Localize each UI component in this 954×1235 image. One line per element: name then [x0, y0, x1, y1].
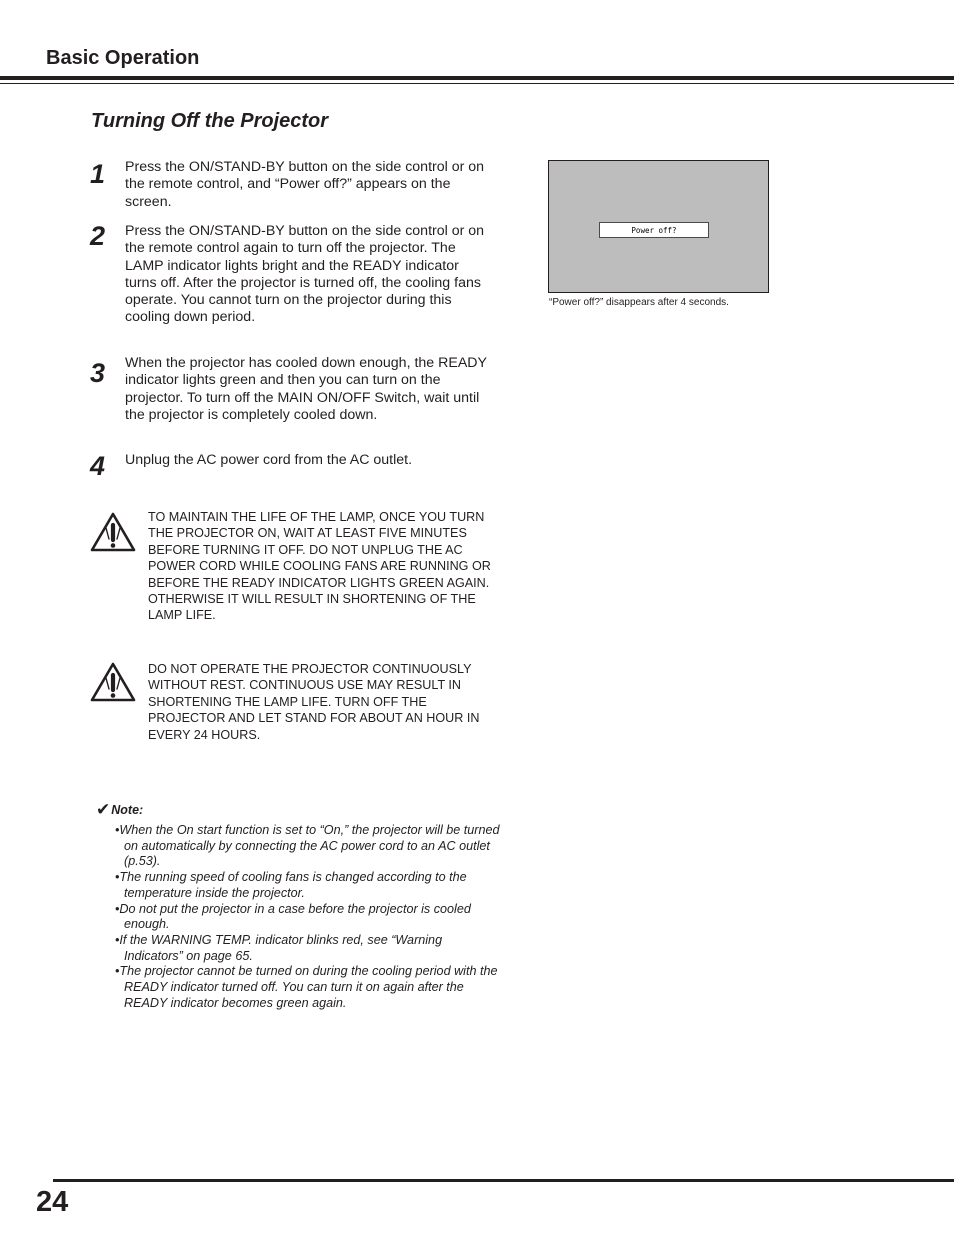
section-header: Basic Operation	[46, 47, 200, 69]
note-label: Note:	[111, 803, 144, 817]
note-item: •When the On start function is set to “On,” the projector will be turned on automatically by connecting the AC power cord to an AC outlet (p.53).	[115, 823, 500, 869]
page-number: 24	[36, 1186, 69, 1218]
step-text-4: Unplug the AC power cord from the AC outlet.	[125, 452, 413, 468]
note-item: •Do not put the projector in a case before the projector is cooled enough.	[115, 901, 471, 932]
header-rule-thin	[0, 83, 954, 84]
step-number-1: 1	[90, 159, 106, 189]
page-title: Turning Off the Projector	[91, 110, 329, 132]
warning-icon	[90, 661, 136, 703]
note-item: •The projector cannot be turned on during the cooling period with the READY indicator turned off. You can turn it on again after the READY indicator becomes green again.	[115, 964, 498, 1010]
step-text-2: Press the ON/STAND-BY button on the side control or on the remote control again to turn off the projector. The LAMP indicator lights bright and the READY indicator turns off. After the projector is turned off, the cooling fans operate. You cannot turn on the projector during this cooling down period.	[125, 223, 485, 326]
step-number-2: 2	[90, 221, 106, 251]
footer-rule	[53, 1179, 954, 1182]
step-number-3: 3	[90, 358, 106, 388]
warning-icon	[90, 511, 136, 553]
screen-caption: “Power off?” disappears after 4 seconds.	[549, 297, 729, 308]
note-list	[115, 823, 500, 1011]
step-number-4: 4	[90, 451, 106, 481]
note-header	[96, 800, 143, 820]
warning-text-lamp-life: TO MAINTAIN THE LIFE OF THE LAMP, ONCE YOU TURN THE PROJECTOR ON, WAIT AT LEAST FIVE MINUTES BEFORE TURNING IT OFF. DO NOT UNPLUG THE AC POWER CORD WHILE COOLING FANS ARE RUNNING OR BEFORE THE READY INDICATOR LIGHTS GREEN AGAIN. OTHERWISE IT WILL RESULT IN SHORTENING OF THE LAMP LIFE.	[148, 510, 491, 623]
note-item: •The running speed of cooling fans is changed according to the temperature inside the projector.	[115, 870, 467, 900]
warning-text-continuous-use: DO NOT OPERATE THE PROJECTOR CONTINUOUSLY WITHOUT REST. CONTINUOUS USE MAY RESULT IN SHORTENING THE LAMP LIFE. TURN OFF THE PROJECTOR AND LET STAND FOR ABOUT AN HOUR IN EVERY 24 HOURS.	[148, 662, 480, 742]
checkmark-icon: ✔	[96, 800, 111, 819]
step-text-1: Press the ON/STAND-BY button on the side control or on the remote control, and “Power off?” appears on the screen.	[125, 159, 485, 210]
header-rule-thick	[0, 76, 954, 80]
note-item: •If the WARNING TEMP. indicator blinks red, see “Warning Indicators” on page 65.	[115, 932, 443, 963]
power-off-dialog: Power off?	[599, 222, 709, 238]
screen-preview	[548, 160, 769, 293]
step-text-3: When the projector has cooled down enough, the READY indicator lights green and then you can turn on the projector. To turn off the MAIN ON/OFF Switch, wait until the projector is completely cooled down.	[125, 355, 487, 423]
